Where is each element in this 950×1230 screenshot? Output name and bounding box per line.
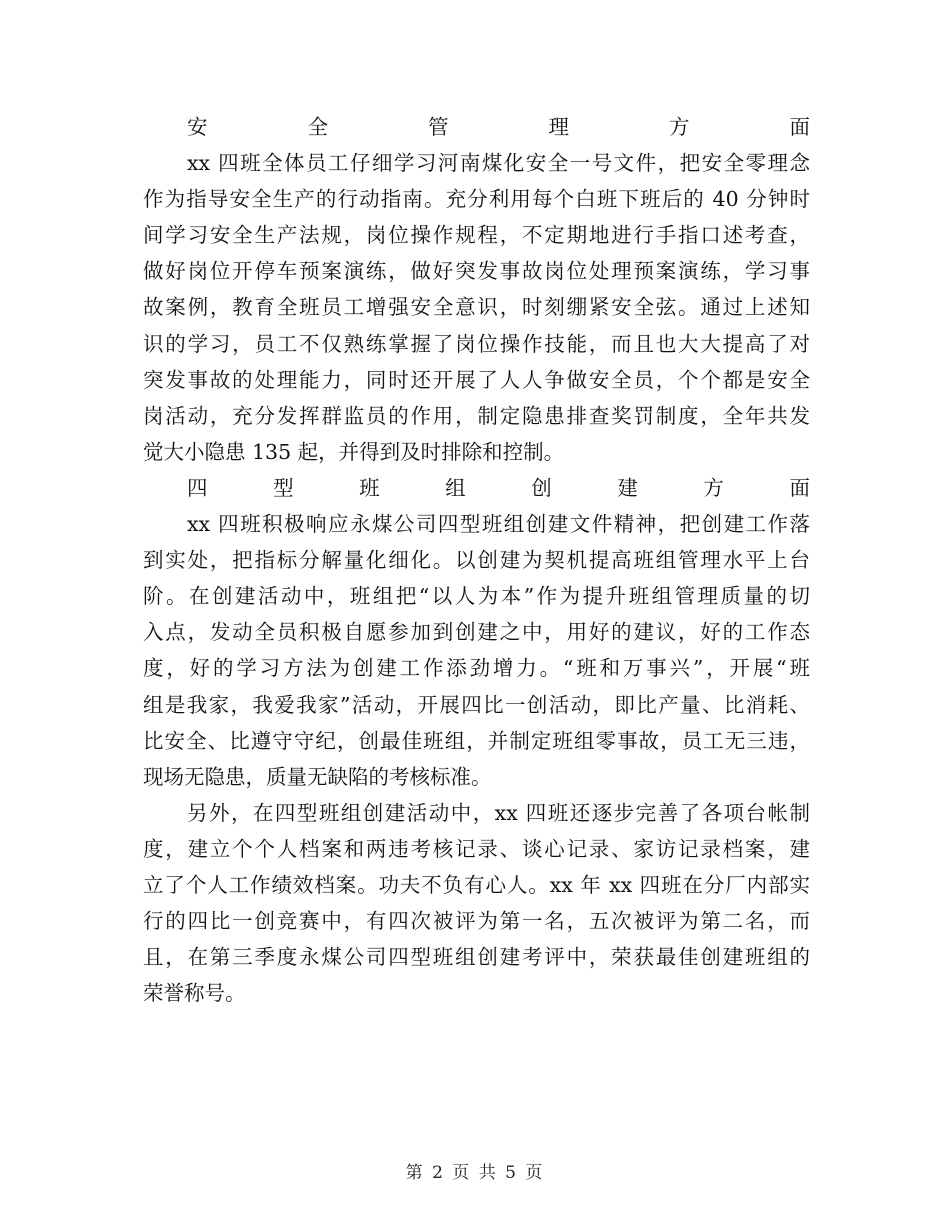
paragraph-team-building bbox=[143, 506, 810, 795]
paragraph-line: 度，好的学习方法为创建工作添劲增力。“班和万事兴”，开展“班 bbox=[143, 656, 810, 681]
paragraph-line: 另外，在四型班组创建活动中，xx 四班还逐步完善了各项台帐制 bbox=[187, 800, 810, 825]
page-number-footer: 第 2 页 共 5 页 bbox=[405, 1163, 545, 1183]
paragraph-line: 且，在第三季度永煤公司四型班组创建考评中，荣获最佳创建班组的 bbox=[143, 945, 810, 970]
document-body bbox=[143, 109, 810, 1011]
paragraph-line: 觉大小隐患 135 起，并得到及时排除和控制。 bbox=[143, 439, 565, 464]
paragraph-line: 做好岗位开停车预案演练，做好突发事故岗位处理预案演练，学习事 bbox=[143, 259, 810, 284]
paragraph-line: 荣誉称号。 bbox=[143, 981, 246, 1006]
section-heading-safety: 安全管理方面 bbox=[187, 115, 810, 139]
paragraph-line: 度，建立个个人档案和两违考核记录、谈心记录、家访记录档案，建 bbox=[143, 836, 810, 861]
paragraph-line: xx 四班积极响应永煤公司四型班组创建文件精神，把创建工作落 bbox=[187, 512, 810, 537]
paragraph-line: 阶。在创建活动中，班组把“以人为本”作为提升班组管理质量的切 bbox=[143, 584, 810, 609]
paragraph-line: 作为指导安全生产的行动指南。充分利用每个白班下班后的 40 分钟时 bbox=[143, 187, 810, 212]
paragraph-line: 现场无隐患，质量无缺陷的考核标准。 bbox=[143, 764, 492, 789]
paragraph-line: 岗活动，充分发挥群监员的作用，制定隐患排查奖罚制度，全年共发 bbox=[143, 403, 810, 428]
paragraph-line: 行的四比一创竞赛中，有四次被评为第一名，五次被评为第二名，而 bbox=[143, 909, 810, 934]
paragraph-line: 识的学习，员工不仅熟练掌握了岗位操作技能，而且也大大提高了对 bbox=[143, 331, 810, 356]
paragraph-line: 比安全、比遵守守纪，创最佳班组，并制定班组零事故，员工无三违， bbox=[143, 728, 810, 753]
paragraph-line: 立了个人工作绩效档案。功夫不负有心人。xx 年 xx 四班在分厂内部实 bbox=[143, 872, 810, 897]
section-heading-team-building: 四型班组创建方面 bbox=[187, 475, 810, 500]
paragraph-safety bbox=[143, 145, 810, 470]
paragraph-line: 组是我家，我爱我家”活动，开展四比一创活动，即比产量、比消耗、 bbox=[143, 692, 810, 717]
paragraph-line: 间学习安全生产法规，岗位操作规程，不定期地进行手指口述考查， bbox=[143, 223, 810, 248]
paragraph-additional bbox=[143, 795, 810, 1012]
paragraph-line: xx 四班全体员工仔细学习河南煤化安全一号文件，把安全零理念 bbox=[187, 151, 810, 176]
paragraph-line: 突发事故的处理能力，同时还开展了人人争做安全员，个个都是安全 bbox=[143, 367, 810, 392]
paragraph-line: 入点，发动全员积极自愿参加到创建之中，用好的建议，好的工作态 bbox=[143, 620, 810, 645]
paragraph-line: 到实处，把指标分解量化细化。以创建为契机提高班组管理水平上台 bbox=[143, 548, 810, 573]
paragraph-line: 故案例，教育全班员工增强安全意识，时刻绷紧安全弦。通过上述知 bbox=[143, 295, 810, 320]
